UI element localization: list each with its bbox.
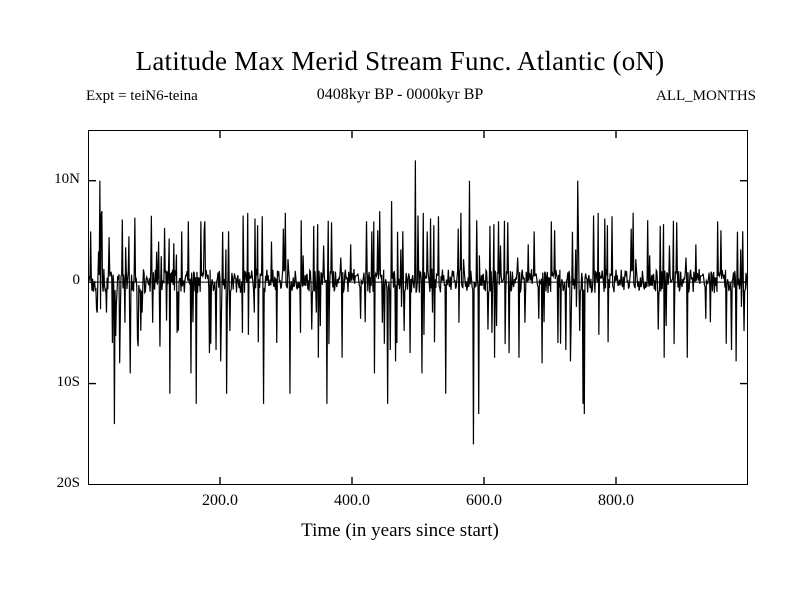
xtick-label-400: 400.0 xyxy=(334,492,370,509)
page-title: Latitude Max Merid Stream Func. Atlantic (oN) xyxy=(135,46,665,76)
plot-frame xyxy=(88,130,748,485)
ytick-label-0: 0 xyxy=(72,272,80,289)
plot-area xyxy=(88,130,748,485)
ytick-label-10N: 10N xyxy=(54,170,80,187)
xtick-label-600: 600.0 xyxy=(466,492,502,509)
x-axis-title: Time (in years since start) xyxy=(301,520,499,541)
ytick-label-20S: 20S xyxy=(56,475,80,491)
experiment-label: Expt = teiN6-teina xyxy=(86,88,198,104)
period-label: 0408kyr BP - 0000kyr BP xyxy=(316,86,484,103)
months-label: ALL_MONTHS xyxy=(656,88,756,104)
xtick-label-800: 800.0 xyxy=(598,492,634,509)
ytick-label-10S: 10S xyxy=(56,373,80,390)
xtick-label-200: 200.0 xyxy=(202,492,238,509)
